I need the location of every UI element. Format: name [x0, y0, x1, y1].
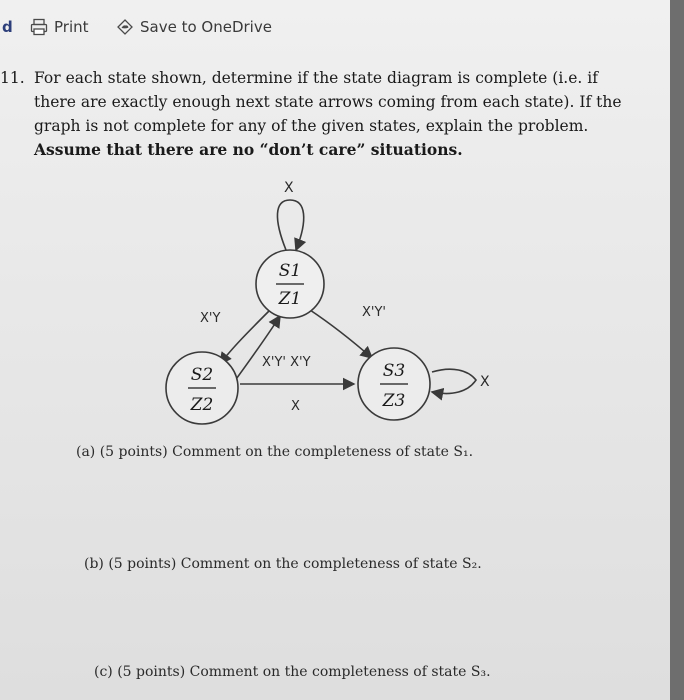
- save-label: Save to OneDrive: [140, 18, 272, 36]
- state-diagram: [150, 170, 500, 425]
- question-number: 11.: [0, 69, 25, 87]
- state-s3: [358, 348, 430, 420]
- svg-text:Z2: Z2: [190, 395, 214, 415]
- question-text-plain: For each state shown, determine if the state diagram is complete (i.e. if there are exactly enough next state arrows coming from each state). If the graph is not complete for any of the given states, explain the problem.: [34, 69, 622, 135]
- part-a-prompt: (a) (5 points) Comment on the completeness of state S₁.: [76, 444, 474, 460]
- s3-self-loop-label: X: [480, 374, 490, 390]
- onedrive-save-icon: [116, 18, 134, 36]
- state-s2: [166, 352, 238, 424]
- part-c-prompt: (c) (5 points) Comment on the completeness of state S₃.: [94, 664, 491, 680]
- printer-icon: [30, 18, 48, 36]
- svg-text:S3: S3: [382, 361, 406, 381]
- s1-self-loop-arrow: [277, 200, 303, 250]
- svg-text:Z3: Z3: [382, 391, 406, 411]
- svg-text:S2: S2: [190, 365, 214, 385]
- toolbar-partial-label: d: [2, 18, 13, 36]
- svg-text:Z1: Z1: [278, 289, 302, 309]
- s2-to-s1-label: X'Y' X'Y: [262, 355, 311, 370]
- s2-to-s1-arrow: [234, 316, 280, 382]
- s2-to-s3-label: X: [291, 399, 300, 414]
- print-label: Print: [54, 18, 89, 36]
- toolbar: [0, 14, 400, 42]
- s1-to-s2-label: X'Y: [200, 311, 221, 326]
- s1-self-loop-label: X: [284, 180, 294, 196]
- question-text: [34, 66, 644, 162]
- s3-self-loop-arrow: [432, 369, 476, 393]
- svg-text:S1: S1: [278, 261, 302, 281]
- state-s1: [256, 250, 324, 318]
- question-text-bold: Assume that there are no “don’t care” situations.: [34, 140, 463, 159]
- part-b-prompt: (b) (5 points) Comment on the completeness of state S₂.: [84, 556, 482, 572]
- screen-edge: [670, 0, 684, 700]
- s1-to-s3-label: X'Y': [362, 305, 386, 320]
- print-button[interactable]: [30, 18, 89, 36]
- save-to-onedrive-button[interactable]: [116, 18, 272, 36]
